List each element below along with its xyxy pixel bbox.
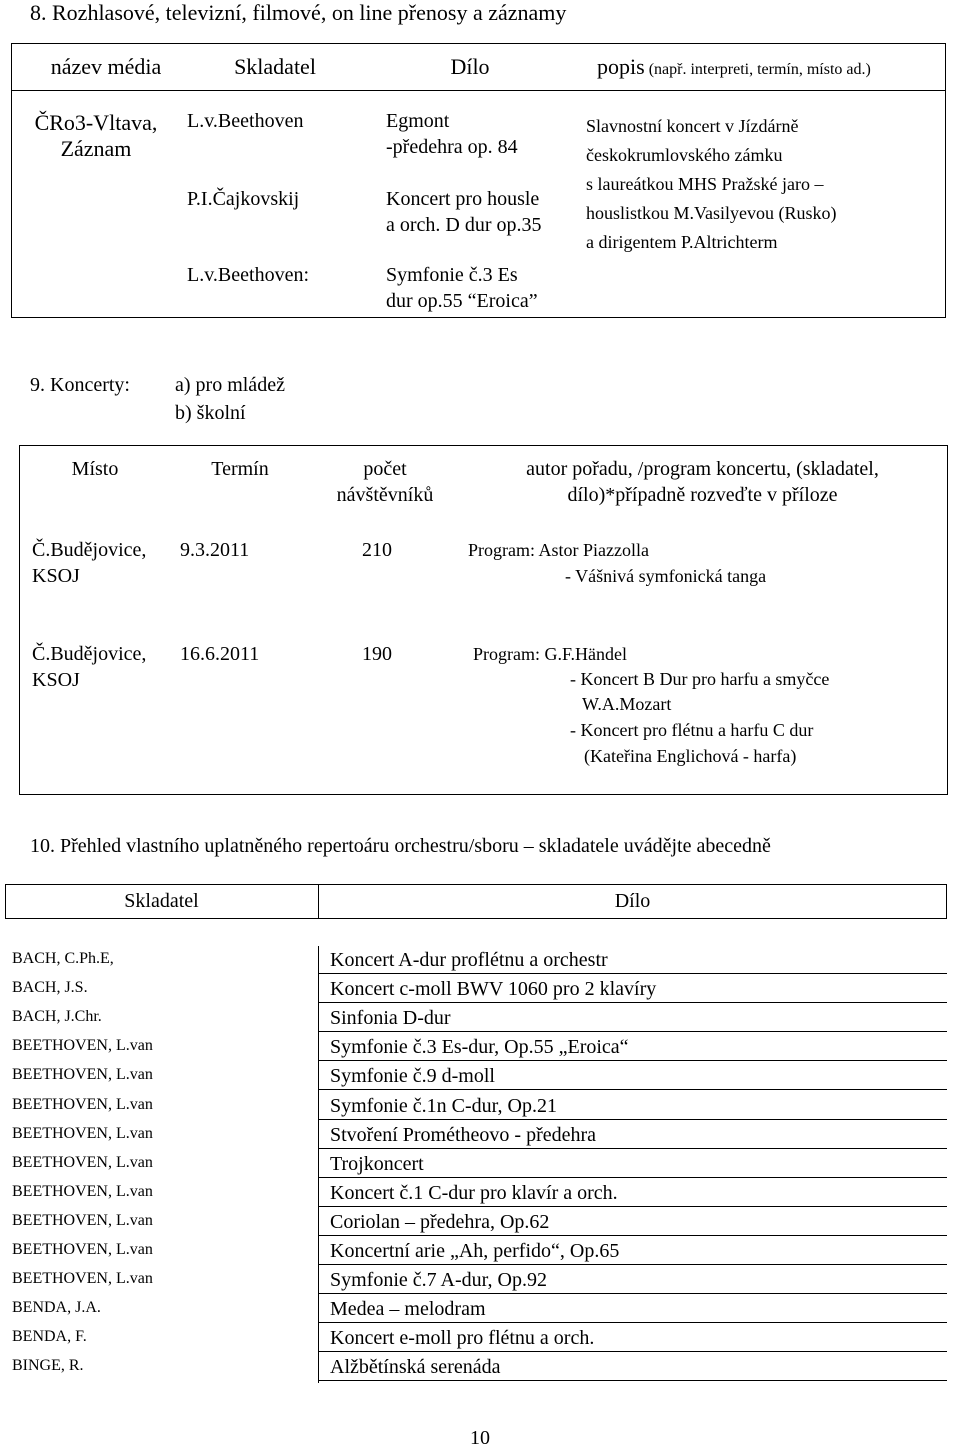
- repertoire-row: [0, 1208, 960, 1237]
- repertoire-row: [0, 1353, 960, 1382]
- repertoire-work-underline: [318, 1351, 947, 1352]
- repertoire-row: [0, 1237, 960, 1266]
- repertoire-work: Koncert c-moll BWV 1060 pro 2 klavíry: [330, 978, 657, 1000]
- repertoire-row: [0, 1062, 960, 1091]
- media-line: Záznam: [60, 136, 132, 161]
- repertoire-row: [0, 1121, 960, 1150]
- repertoire-header-composer: Skladatel: [124, 890, 199, 912]
- repertoire-work: Koncert č.1 C-dur pro klavír a orch.: [330, 1182, 618, 1204]
- repertoire-row: [0, 1179, 960, 1208]
- repertoire-work-underline: [318, 1235, 947, 1236]
- repertoire-row: [0, 1092, 960, 1121]
- repertoire-work: Symfonie č.7 A-dur, Op.92: [330, 1269, 547, 1291]
- repertoire-composer: BENDA, J.A.: [12, 1299, 101, 1316]
- concert-place-line: KSOJ: [32, 565, 80, 587]
- repertoire-composer: BEETHOVEN, L.van: [12, 1096, 153, 1113]
- section10-heading: 10. Přehled vlastního uplatněného repertoáru orchestru/sboru – skladatele uvádějte abecedně: [30, 835, 771, 857]
- concert-visitors: 190: [362, 643, 392, 665]
- header-visitors-line: počet: [363, 458, 407, 480]
- concert-program-line: - Koncert pro flétnu a harfu C dur: [570, 720, 814, 740]
- concert-place-line: Č.Budějovice,: [32, 643, 147, 665]
- repertoire-row: [0, 946, 960, 975]
- repertoire-composer: BACH, C.Ph.E,: [12, 950, 114, 967]
- section8-media-cell: [11, 110, 181, 162]
- header-author-line: autor pořadu, /program koncertu, (skladatel,: [526, 458, 879, 480]
- work-line: a orch. D dur op.35: [386, 214, 542, 236]
- repertoire-row: [0, 1150, 960, 1179]
- header-author: [460, 456, 945, 508]
- section9-sub-a: a) pro mládež: [175, 374, 285, 396]
- repertoire-column-divider: [318, 946, 319, 1383]
- repertoire-header-work: Dílo: [614, 890, 651, 912]
- repertoire-work-underline: [318, 1177, 947, 1178]
- repertoire-composer: BEETHOVEN, L.van: [12, 1066, 153, 1083]
- repertoire-composer: BACH, J.Chr.: [12, 1008, 102, 1025]
- repertoire-composer: BEETHOVEN, L.van: [12, 1125, 153, 1142]
- concert-program-line: (Kateřina Englichová - harfa): [584, 746, 797, 766]
- section8-heading: 8. Rozhlasové, televizní, filmové, on line přenosy a záznamy: [30, 0, 567, 25]
- concert-place: [32, 641, 146, 693]
- repertoire-row: [0, 1033, 960, 1062]
- repertoire-work: Coriolan – předehra, Op.62: [330, 1211, 550, 1233]
- repertoire-work-underline: [318, 1322, 947, 1323]
- concert-date: 16.6.2011: [180, 643, 260, 665]
- concert-place-line: Č.Budějovice,: [32, 539, 147, 561]
- header-visitors-line: návštěvníků: [336, 484, 434, 506]
- repertoire-work-underline: [318, 1089, 947, 1090]
- repertoire-work: Stvoření Prométheovo - předehra: [330, 1124, 597, 1146]
- work-line: Egmont: [386, 110, 450, 132]
- repertoire-composer: BEETHOVEN, L.van: [12, 1154, 153, 1171]
- concert-program-line: Program: G.F.Händel: [473, 644, 628, 664]
- repertoire-composer: BEETHOVEN, L.van: [12, 1270, 153, 1287]
- header-author-line: dílo)*případně rozveďte v příloze: [567, 484, 838, 506]
- section8-work-cell-3: [386, 262, 538, 314]
- header-description: [597, 54, 871, 83]
- repertoire-row: [0, 1295, 960, 1324]
- work-line: -předehra op. 84: [386, 136, 518, 158]
- repertoire-work: Koncertní arie „Ah, perfido“, Op.65: [330, 1240, 620, 1262]
- concert-place: [32, 537, 146, 589]
- section8-work-cell-2: [386, 186, 542, 238]
- repertoire-row: [0, 975, 960, 1004]
- composer-line: L.v.Beethoven:: [187, 264, 310, 286]
- repertoire-work-underline: [318, 1380, 947, 1381]
- repertoire-composer: BACH, J.S.: [12, 979, 88, 996]
- header-desc-label: popis: [597, 54, 645, 79]
- repertoire-work: Symfonie č.1n C-dur, Op.21: [330, 1095, 557, 1117]
- repertoire-work-underline: [318, 1148, 947, 1149]
- header-work: Dílo: [450, 54, 490, 79]
- repertoire-composer: BEETHOVEN, L.van: [12, 1212, 153, 1229]
- desc-line: českokrumlovského zámku: [586, 145, 783, 165]
- header-visitors: [310, 456, 460, 508]
- concert-program-line: - Vášnivá symfonická tanga: [565, 566, 767, 586]
- section9-sub-b: b) školní: [175, 402, 246, 424]
- section8-work-cell: [386, 108, 518, 160]
- repertoire-work: Medea – melodram: [330, 1298, 486, 1320]
- header-desc-note: (např. interpreti, termín, místo ad.): [648, 61, 871, 78]
- repertoire-composer: BINGE, R.: [12, 1357, 84, 1374]
- repertoire-composer: BEETHOVEN, L.van: [12, 1183, 153, 1200]
- repertoire-row: [0, 1266, 960, 1295]
- repertoire-composer: BEETHOVEN, L.van: [12, 1037, 153, 1054]
- media-line: ČRo3-Vltava,: [34, 110, 158, 135]
- repertoire-work-underline: [318, 1119, 947, 1120]
- repertoire-work-underline: [318, 1031, 947, 1032]
- section8-desc-cell: [586, 112, 837, 257]
- repertoire-work: Koncert e-moll pro flétnu a orch.: [330, 1327, 595, 1349]
- work-line: Koncert pro housle: [386, 188, 540, 210]
- repertoire-work: Koncert A-dur proflétnu a orchestr: [330, 949, 608, 971]
- work-line: Symfonie č.3 Es: [386, 264, 518, 286]
- repertoire-work-underline: [318, 1293, 947, 1294]
- repertoire-composer: BENDA, F.: [12, 1328, 87, 1345]
- page-number: 10: [470, 1427, 490, 1449]
- repertoire-work-underline: [318, 1264, 947, 1265]
- section9-heading: 9. Koncerty:: [30, 374, 130, 396]
- composer-line: L.v.Beethoven: [187, 110, 304, 132]
- section8-header-divider: [11, 90, 946, 91]
- concert-visitors: 210: [362, 539, 392, 561]
- repertoire-work-underline: [318, 1002, 947, 1003]
- repertoire-work-underline: [318, 1060, 947, 1061]
- concert-place-line: KSOJ: [32, 669, 80, 691]
- header-place: Místo: [71, 458, 119, 480]
- repertoire-work: Symfonie č.9 d-moll: [330, 1065, 495, 1087]
- repertoire-work-underline: [318, 1206, 947, 1207]
- repertoire-row: [0, 1324, 960, 1353]
- header-media: název média: [50, 54, 162, 79]
- desc-line: Slavnostní koncert v Jízdárně: [586, 116, 799, 136]
- repertoire-work: Symfonie č.3 Es-dur, Op.55 „Eroica“: [330, 1036, 629, 1058]
- repertoire-work-underline: [318, 973, 947, 974]
- repertoire-work: Trojkoncert: [330, 1153, 424, 1175]
- concert-program-line: - Koncert B Dur pro harfu a smyčce: [570, 669, 830, 689]
- repertoire-work: Alžbětínská serenáda: [330, 1356, 501, 1378]
- desc-line: a dirigentem P.Altrichterm: [586, 232, 778, 252]
- desc-line: s laureátkou MHS Pražské jaro –: [586, 174, 824, 194]
- concert-date: 9.3.2011: [180, 539, 250, 561]
- repertoire-composer: BEETHOVEN, L.van: [12, 1241, 153, 1258]
- repertoire-row: [0, 1004, 960, 1033]
- header-date: Termín: [211, 458, 269, 480]
- composer-line: P.I.Čajkovskij: [187, 188, 300, 210]
- header-composer: Skladatel: [234, 54, 316, 79]
- desc-line: houslistkou M.Vasilyevou (Rusko): [586, 203, 837, 223]
- concert-program-line: Program: Astor Piazzolla: [468, 540, 649, 560]
- concert-program-line: W.A.Mozart: [582, 694, 672, 714]
- work-line: dur op.55 “Eroica”: [386, 290, 538, 312]
- repertoire-work: Sinfonia D-dur: [330, 1007, 451, 1029]
